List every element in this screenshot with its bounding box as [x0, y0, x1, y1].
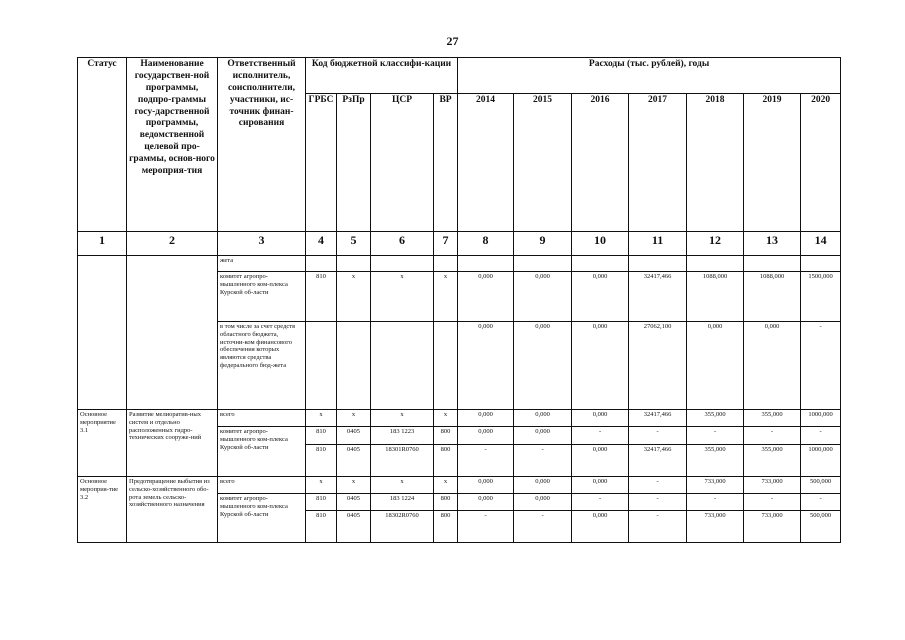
grbs-cell: 810	[306, 494, 337, 511]
value-cell: -	[629, 477, 687, 494]
value-cell: 0,000	[687, 322, 744, 410]
name-cell	[127, 256, 218, 410]
budget-table	[77, 57, 841, 543]
col-number: 8	[458, 232, 514, 256]
value-cell: 0,000	[514, 494, 572, 511]
value-cell: 733,000	[687, 511, 744, 543]
header-year: 2019	[744, 94, 801, 232]
grbs-cell: х	[306, 477, 337, 494]
col-number: 10	[572, 232, 629, 256]
status-cell	[78, 256, 127, 410]
executor-cell: в том числе за счет средств областного бюджета, источни-ком финансового обеспечения которых являются средства федерального бюд-жета	[218, 322, 306, 410]
value-cell: 0,000	[458, 322, 514, 410]
grbs-cell: 810	[306, 427, 337, 445]
value-cell: 0,000	[572, 272, 629, 322]
value-cell: 0,000	[458, 410, 514, 427]
header-row-1	[78, 58, 841, 94]
page-number: 27	[446, 34, 459, 48]
value-cell: -	[572, 427, 629, 445]
value-cell: -	[801, 494, 841, 511]
value-cell: -	[801, 322, 841, 410]
status-cell: Основное мероприятие 3.1	[78, 410, 127, 477]
rzpr-cell: 0405	[337, 445, 371, 477]
csr-cell: 18301R0760	[371, 445, 434, 477]
header-code-csr: ЦСР	[371, 94, 434, 232]
vr-cell: х	[434, 410, 458, 427]
value-cell: -	[744, 494, 801, 511]
vr-cell: 800	[434, 445, 458, 477]
rzpr-cell: х	[337, 272, 371, 322]
header-budget-code: Код бюджетной классифи-кации	[306, 58, 458, 94]
value-cell: 1000,000	[801, 410, 841, 427]
col-number: 12	[687, 232, 744, 256]
value-cell: 355,000	[744, 445, 801, 477]
value-cell: 1000,000	[801, 445, 841, 477]
header-name: Наименование государствен-ной программы, подпро-граммы госу-дарственной программы, ведомственной целевой про-граммы, основ-ного мероприя-тия	[127, 58, 218, 232]
table-row	[78, 477, 841, 494]
col-number: 2	[127, 232, 218, 256]
value-cell: 0,000	[514, 272, 572, 322]
name-cell: Предотвращение выбытия из сельско-хозяйственного обо-рота земель сельско-хозяйственного назначения	[127, 477, 218, 543]
col-number: 4	[306, 232, 337, 256]
value-cell: -	[629, 427, 687, 445]
header-executor: Ответственный исполнитель, соисполнители, участники, ис-точник финан-сирования	[218, 58, 306, 232]
value-cell: -	[744, 427, 801, 445]
value-cell: 733,000	[744, 511, 801, 543]
value-cell: 0,000	[572, 445, 629, 477]
vr-cell: 800	[434, 511, 458, 543]
rzpr-cell: 0405	[337, 511, 371, 543]
value-cell: 32417,466	[629, 410, 687, 427]
csr-cell: 183 1224	[371, 494, 434, 511]
value-cell: 32417,466	[629, 272, 687, 322]
grbs-cell: 810	[306, 511, 337, 543]
csr-cell: х	[371, 477, 434, 494]
status-cell: Основное мероприя-тие 3.2	[78, 477, 127, 543]
value-cell: 27062,100	[629, 322, 687, 410]
csr-cell: х	[371, 410, 434, 427]
col-number: 14	[801, 232, 841, 256]
vr-cell: 800	[434, 494, 458, 511]
header-code-rzpr: РзПр	[337, 94, 371, 232]
rzpr-cell: 0405	[337, 427, 371, 445]
executor-cell: комитет агропро-мышленного ком-плекса Курской об-ласти	[218, 272, 306, 322]
header-year: 2014	[458, 94, 514, 232]
value-cell: 0,000	[572, 511, 629, 543]
value-cell: -	[572, 494, 629, 511]
name-cell: Развитие мелиоратив-ных систем и отдельно расположенных гидро-технических сооруже-ний	[127, 410, 218, 477]
vr-cell: х	[434, 272, 458, 322]
grbs-cell: 810	[306, 272, 337, 322]
header-code-vr: ВР	[434, 94, 458, 232]
header-year: 2018	[687, 94, 744, 232]
header-year: 2016	[572, 94, 629, 232]
col-number: 13	[744, 232, 801, 256]
value-cell: 0,000	[458, 494, 514, 511]
value-cell: 1500,000	[801, 272, 841, 322]
vr-cell: 800	[434, 427, 458, 445]
value-cell: 500,000	[801, 477, 841, 494]
rzpr-cell: 0405	[337, 494, 371, 511]
value-cell: 355,000	[744, 410, 801, 427]
header-year: 2015	[514, 94, 572, 232]
value-cell: 0,000	[572, 410, 629, 427]
value-cell: 0,000	[572, 477, 629, 494]
table-row	[78, 410, 841, 427]
col-number: 11	[629, 232, 687, 256]
header-code-grbs: ГРБС	[306, 94, 337, 232]
value-cell: 733,000	[687, 477, 744, 494]
column-number-row	[78, 232, 841, 256]
value-cell: 0,000	[514, 427, 572, 445]
header-expenses: Расходы (тыс. рублей), годы	[458, 58, 841, 94]
grbs-cell: 810	[306, 445, 337, 477]
col-number: 3	[218, 232, 306, 256]
value-cell: 0,000	[458, 272, 514, 322]
value-cell: 0,000	[514, 322, 572, 410]
value-cell: -	[458, 511, 514, 543]
value-cell: -	[629, 511, 687, 543]
value-cell: 0,000	[514, 410, 572, 427]
value-cell: -	[687, 494, 744, 511]
value-cell: 0,000	[458, 427, 514, 445]
value-cell: 355,000	[687, 445, 744, 477]
csr-cell: 18302R0760	[371, 511, 434, 543]
grbs-cell: х	[306, 410, 337, 427]
rzpr-cell: х	[337, 477, 371, 494]
executor-cell: всего	[218, 477, 306, 494]
header-year: 2017	[629, 94, 687, 232]
value-cell: -	[514, 445, 572, 477]
col-number: 7	[434, 232, 458, 256]
value-cell: -	[801, 427, 841, 445]
header-status: Статус	[78, 58, 127, 232]
value-cell: 0,000	[458, 477, 514, 494]
executor-cell: комитет агропро-мышленного ком-плекса Курской об-ласти	[218, 427, 306, 477]
value-cell: 1088,000	[687, 272, 744, 322]
executor-cell: всего	[218, 410, 306, 427]
executor-cell: жета	[218, 256, 306, 272]
col-number: 1	[78, 232, 127, 256]
rzpr-cell: х	[337, 410, 371, 427]
csr-cell: 183 1223	[371, 427, 434, 445]
col-number: 9	[514, 232, 572, 256]
value-cell: 0,000	[744, 322, 801, 410]
value-cell: 32417,466	[629, 445, 687, 477]
value-cell: 500,000	[801, 511, 841, 543]
value-cell: 0,000	[514, 477, 572, 494]
value-cell: 1088,000	[744, 272, 801, 322]
col-number: 5	[337, 232, 371, 256]
table-row	[78, 256, 841, 272]
csr-cell: х	[371, 272, 434, 322]
col-number: 6	[371, 232, 434, 256]
value-cell: -	[514, 511, 572, 543]
vr-cell: х	[434, 477, 458, 494]
executor-cell: комитет агропро-мышленного ком-плекса Курской об-ласти	[218, 494, 306, 543]
value-cell: -	[629, 494, 687, 511]
value-cell: 733,000	[744, 477, 801, 494]
value-cell: 355,000	[687, 410, 744, 427]
value-cell: 0,000	[572, 322, 629, 410]
header-year: 2020	[801, 94, 841, 232]
value-cell: -	[687, 427, 744, 445]
value-cell: -	[458, 445, 514, 477]
